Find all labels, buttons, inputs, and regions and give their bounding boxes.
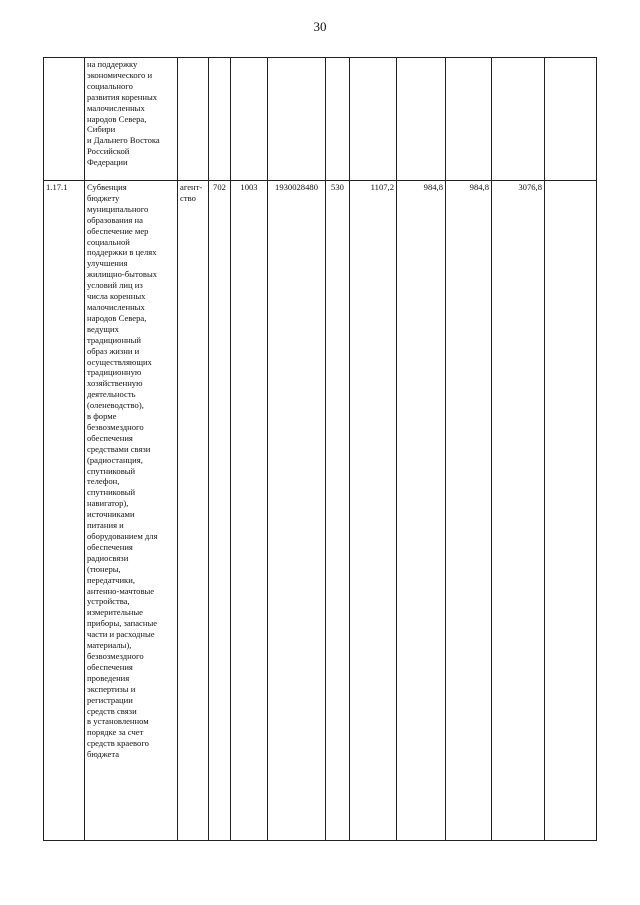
year2-cell <box>397 58 446 181</box>
table-row <box>44 58 597 181</box>
text-line: средств краевого <box>87 738 149 749</box>
text-line: Федерации <box>87 157 128 168</box>
text-line: измерительные <box>87 607 143 618</box>
text-line: образования на <box>87 214 143 225</box>
page-number: 30 <box>313 19 327 34</box>
text-line: регистрации <box>87 694 133 705</box>
text-line: народов Севера, <box>87 113 147 124</box>
year1-cell: 1107,2 <box>350 181 397 841</box>
text-line: (оленеводство), <box>87 400 144 411</box>
text-line: (радиостанция, <box>87 454 143 465</box>
text-line: Российской <box>87 146 130 157</box>
text-line: (тюнеры, <box>87 563 121 574</box>
expense-type-cell: 530 <box>326 181 350 841</box>
text-line: средствами связи <box>87 443 151 454</box>
text-line: экономического и <box>87 69 153 80</box>
text-line: обеспечения <box>87 541 133 552</box>
text-line: бюджета <box>87 749 120 760</box>
text-line: устройства, <box>87 596 130 607</box>
text-line: обеспечения <box>87 661 133 672</box>
note-cell <box>545 58 597 181</box>
text-line: ведущих <box>87 323 119 334</box>
text-line: безвозмездного <box>87 421 144 432</box>
text-line: условий лиц из <box>87 280 143 291</box>
text-line: антенно-мачтовые <box>87 585 155 596</box>
text-line: улучшения <box>87 258 128 269</box>
text-line: жилищно-бытовых <box>87 269 158 280</box>
text-line: обеспечения <box>87 432 133 443</box>
expense-type-cell <box>326 58 350 181</box>
text-line: образ жизни и <box>87 345 140 356</box>
text-line: телефон, <box>87 476 120 487</box>
text-line: числа коренных <box>87 291 146 302</box>
text-line: спутниковый <box>87 465 136 476</box>
text-line: навигатор), <box>87 498 129 509</box>
text-line: материалы), <box>87 640 132 651</box>
text-line: обеспечение мер <box>87 225 149 236</box>
text-line: малочисленных <box>87 102 145 113</box>
text-line: народов Севера, <box>87 312 147 323</box>
text-line: осуществляющих <box>87 356 152 367</box>
text-line: приборы, запасные <box>87 618 158 629</box>
ved-cell <box>209 58 231 181</box>
text-line: развития коренных <box>87 91 158 102</box>
text-line: бюджету <box>87 192 120 203</box>
executor-cell <box>178 181 209 841</box>
text-line: и Дальнего Востока <box>87 135 160 146</box>
target-cell <box>268 58 326 181</box>
note-cell <box>545 181 597 841</box>
text-line: муниципального <box>87 203 149 214</box>
text-line: в установленном <box>87 716 149 727</box>
text-line: агент- <box>180 182 203 192</box>
text-line: деятельность <box>87 389 136 400</box>
text-line: поддержки в целях <box>87 247 157 258</box>
description-cell <box>85 181 178 841</box>
text-line: традиционную <box>87 367 142 378</box>
section-cell <box>231 58 268 181</box>
text-line: порядке за счет <box>87 727 144 738</box>
text-line: малочисленных <box>87 301 145 312</box>
year2-cell: 984,8 <box>397 181 446 841</box>
year3-cell: 984,8 <box>446 181 492 841</box>
text-line: источниками <box>87 509 135 520</box>
budget-table <box>43 57 597 841</box>
ved-cell: 702 <box>209 181 231 841</box>
text-line: экспертизы и <box>87 683 136 694</box>
text-line: питания и <box>87 520 124 531</box>
text-line: ство <box>180 192 196 203</box>
text-line: оборудованием для <box>87 531 158 541</box>
text-line: традиционный <box>87 334 142 345</box>
table-row <box>44 181 597 841</box>
year3-cell <box>446 58 492 181</box>
description-cell <box>85 58 178 181</box>
text-line: радиосвязи <box>87 552 129 563</box>
code-cell <box>44 58 85 181</box>
text-line: проведения <box>87 672 130 683</box>
year1-cell <box>350 58 397 181</box>
section-cell: 1003 <box>231 181 268 841</box>
text-line: социального <box>87 80 133 91</box>
text-line: части и расходные <box>87 629 155 640</box>
text-line: средств связи <box>87 705 137 716</box>
executor-cell <box>178 58 209 181</box>
text-line: Сибири <box>87 124 116 135</box>
total-cell: 3076,8 <box>492 181 545 841</box>
total-cell <box>492 58 545 181</box>
text-line: Субвенция <box>87 182 127 192</box>
text-line: безвозмездного <box>87 650 144 661</box>
text-line: спутниковый <box>87 487 136 498</box>
text-line: в форме <box>87 411 117 422</box>
text-line: социальной <box>87 236 130 247</box>
text-line: на поддержку <box>87 59 138 69</box>
text-line: хозяйственную <box>87 378 143 389</box>
code-cell: 1.17.1 <box>44 181 85 841</box>
text-line: передатчики, <box>87 574 135 585</box>
target-cell: 1930028480 <box>268 181 326 841</box>
